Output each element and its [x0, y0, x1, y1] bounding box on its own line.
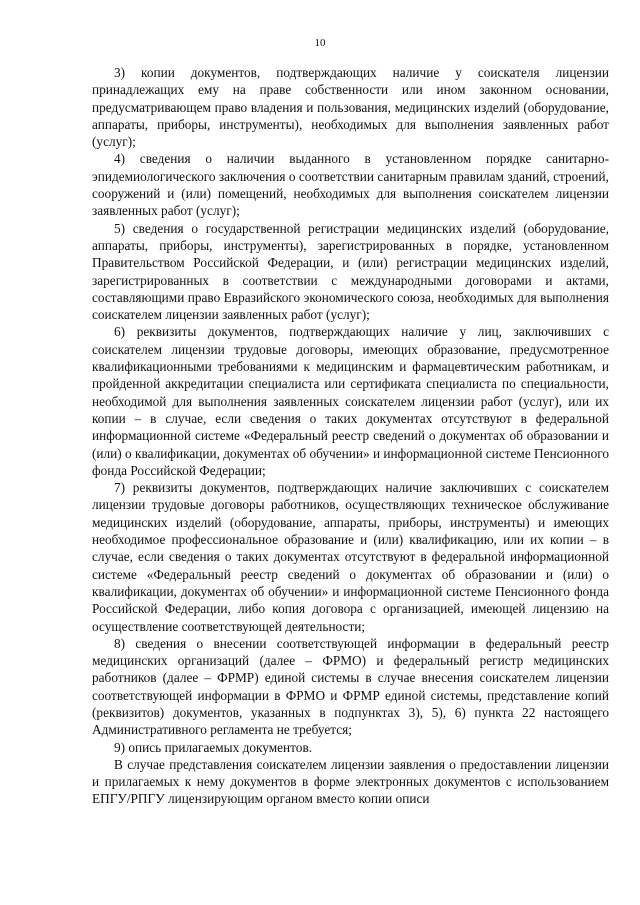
- paragraph-item-8: 8) сведения о внесении соответствующей информации в федеральный реестр медицинских организаций (далее – ФРМО) и федеральный регистр медицинских работников (далее – ФРМР) единой системы в случае внесения соискателем лицензии соответствующей информации в ФРМО и ФРМР единой системы, представление копий (реквизитов) документов, указанных в подпунктах 3), 5), 6) пункта 22 настоящего Административного регламента не требуется;: [92, 635, 609, 738]
- paragraph-item-7: 7) реквизиты документов, подтверждающих наличие заключивших с соискателем лицензии трудовые договоры работников, осуществляющих техническое обслуживание медицинских изделий (оборудование, аппараты, приборы, инструменты) и имеющих необходимое профессиональное образование и (или) квалификацию, или их копии – в случае, если сведения о таких документах отсутствуют в федеральной информационной системе «Федеральный реестр сведений о документах об образовании и (или) о квалификации, документах об обучении» и информационной системе Пенсионного фонда Российской Федерации, либо копия договора с организацией, имеющей лицензию на осуществление соответствующей деятельности;: [92, 480, 609, 634]
- paragraph-item-6: 6) реквизиты документов, подтверждающих наличие у лиц, заключивших с соискателем лицензии трудовые договоры, имеющих образование, предусмотренное квалификационными требованиями к медицинским и фармацевтическим работникам, и пройденной аккредитации специалиста или сертификата специалиста по специальности, необходимой для выполнения заявленных соискателем лицензии работ (услуг), или их копии – в случае, если сведения о таких документах отсутствуют в федеральной информационной системе «Федеральный реестр сведений о документах об образовании и (или) о квалификации, документах об обучении» и информационной системе Пенсионного фонда Российской Федерации;: [92, 324, 609, 478]
- paragraph-item-4: 4) сведения о наличии выданного в установленном порядке санитарно-эпидемиологического заключения о соответствии санитарным правилам зданий, строений, сооружений и (или) помещений, необходимых для выполнения соискателем лицензии заявленных работ (услуг);: [92, 151, 609, 219]
- page-number: 10: [314, 37, 326, 49]
- paragraph-electronic-submission: В случае представления соискателем лицензии заявления о предоставлении лицензии и прилагаемых к нему документов в форме электронных документов с использованием ЕПГУ/РПГУ лицензирующим органом вместо копии описи: [92, 756, 609, 807]
- document-body: [92, 64, 609, 808]
- paragraph-item-9: 9) опись прилагаемых документов.: [114, 739, 313, 755]
- paragraph-item-5: 5) сведения о государственной регистрации медицинских изделий (оборудование, аппараты, приборы, инструменты), зарегистрированных в порядке, установленном Правительством Российской Федерации, и (или) регистрации медицинских изделий, зарегистрированных в соответствии с международными договорами и актами, составляющими право Евразийского экономического союза, необходимых для выполнения соискателем лицензии заявленных работ (услуг);: [92, 220, 609, 323]
- paragraph-item-3: 3) копии документов, подтверждающих наличие у соискателя лицензии принадлежащих ему на праве собственности или ином законном основании, предусматривающем право владения и пользования, медицинских изделий (оборудование, аппараты, приборы, инструменты), необходимых для выполнения заявленных работ (услуг);: [92, 65, 609, 150]
